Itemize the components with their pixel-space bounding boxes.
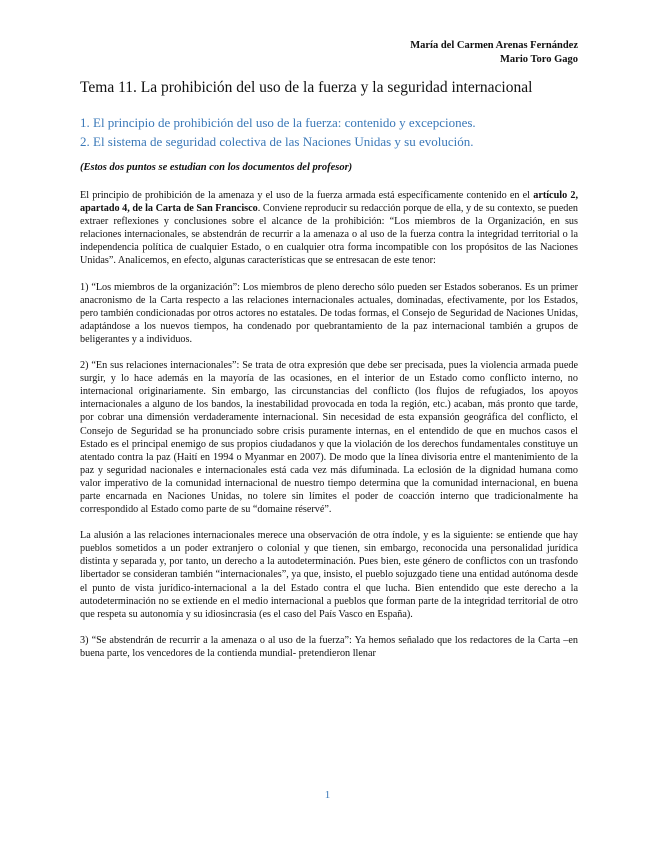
paragraph-text: . Conviene reproducir su redacción porque de ella, y de su contexto, se pueden extraer reflexiones y conclusiones sobre el alcance de la prohibición: “Los miembros de la Organización, en sus relaciones internacionales, se abstendrán de recurrir a la amenaza o al uso de la fuerza contra la integridad territorial o la independencia política de cualquier Estado, o en cualquier otra forma incompatible con los propósitos de las Naciones Unidas”. Analicemos, en efecto, algunas características que se entresacan de este tenor: [80,203,578,267]
author-name: Mario Toro Gago [500,54,578,65]
authors-header [410,39,578,67]
paragraph [80,189,578,268]
paragraph-text: El principio de prohibición de la amenaza y el uso de la fuerza armada está específicamente contenido en el [80,190,534,201]
document-body [80,189,578,673]
paragraph: 1) “Los miembros de la organización”: Los miembros de pleno derecho sólo pueden ser Estados soberanos. Es un primer anacronismo de la Carta respecto a las relaciones internacionales actuales, dominadas, efectivamente, por los Estados, pero también condicionadas por otros actores no estatales. De todas formas, el Consejo de Seguridad de Naciones Unidas, adaptándose a los nuevos tiempos, ha condenado por quebrantamiento de la paz internacional también a grupos de beligerantes y a individuos. [80,281,578,345]
study-note: (Estos dos puntos se estudian con los documentos del profesor) [80,162,353,173]
topic-item: 1. El principio de prohibición del uso de la fuerza: contenido y excepciones. [80,115,476,130]
bold-reference: artículo 2, apartado 4, de la Carta de San Francisco [80,190,579,215]
page-number: 1 [324,789,331,801]
author-name: María del Carmen Arenas Fernández [410,40,578,51]
topic-list [80,113,580,151]
paragraph: 3) “Se abstendrán de recurrir a la amenaza o al uso de la fuerza”: Ya hemos señalado que los redactores de la Carta –en buena parte, los vencedores de la contienda mundial- pretendieron llenar [80,634,578,659]
page-title: Tema 11. La prohibición del uso de la fuerza y la seguridad internacional [80,79,533,96]
paragraph: La alusión a las relaciones internacionales merece una observación de otra índole, y es la siguiente: se entiende que hay pueblos sometidos a un poder extranjero o colonial y que tienen, sin embargo, reconocida una personalidad jurídica distinta y separada y, por tanto, un derecho a la autodeterminación. Pues bien, este género de conflictos con un trasfondo libertador se consideran también “internacionales”, ya que, insisto, el pueblo sojuzgado tiene una entidad autónoma desde el punto de vista jurídico-internacional a la del Estado contra el que lucha. Bien entendido que este derecho a la autodeterminación no se extiende en el medio internacional a pueblos que forman parte de la integridad territorial de otro que respeta su autonomía y su idiosincrasia (es el caso del País Vasco en España). [80,530,578,620]
paragraph: 2) “En sus relaciones internacionales”: Se trata de otra expresión que debe ser precisada, pues la violencia armada puede surgir, y lo hace además en la mayoría de las ocasiones, en el interior de un Estado como conflicto interno, no internacional originariamente. Sin embargo, las circunstancias del conflicto (los flujos de refugiados, los apoyos internacionales a alguno de los bandos, la inestabilidad provocada en toda la región, etc.) acaban, más pronto que tarde, por cobrar una dimensión verdaderamente internacional. Sin necesidad de esta expansión geográfica del conflicto, el Consejo de Seguridad se ha pronunciado sobre crisis puramente internas, en el entendido de que en muchos casos el Estado es el principal enemigo de sus propios ciudadanos y que la violación de los derechos fundamentales constituye un atentado contra la paz (Haití en 1994 o Myanmar en 2007). De modo que la línea divisoria entre el mantenimiento de la paz y seguridad nacionales e internacionales está cada vez más difuminada. La eclosión de la dignidad humana como valor imperativo de la comunidad internacional de nuestro tiempo determina que la comunidad internacional, en buena parte encarnada en Naciones Unidas, no tolere sin límites el poder de coacción interno que tradicionalmente ha correspondido al Estado como parte de su “domaine réservé”. [80,360,578,516]
topic-item: 2. El sistema de seguridad colectiva de las Naciones Unidas y su evolución. [80,134,474,149]
